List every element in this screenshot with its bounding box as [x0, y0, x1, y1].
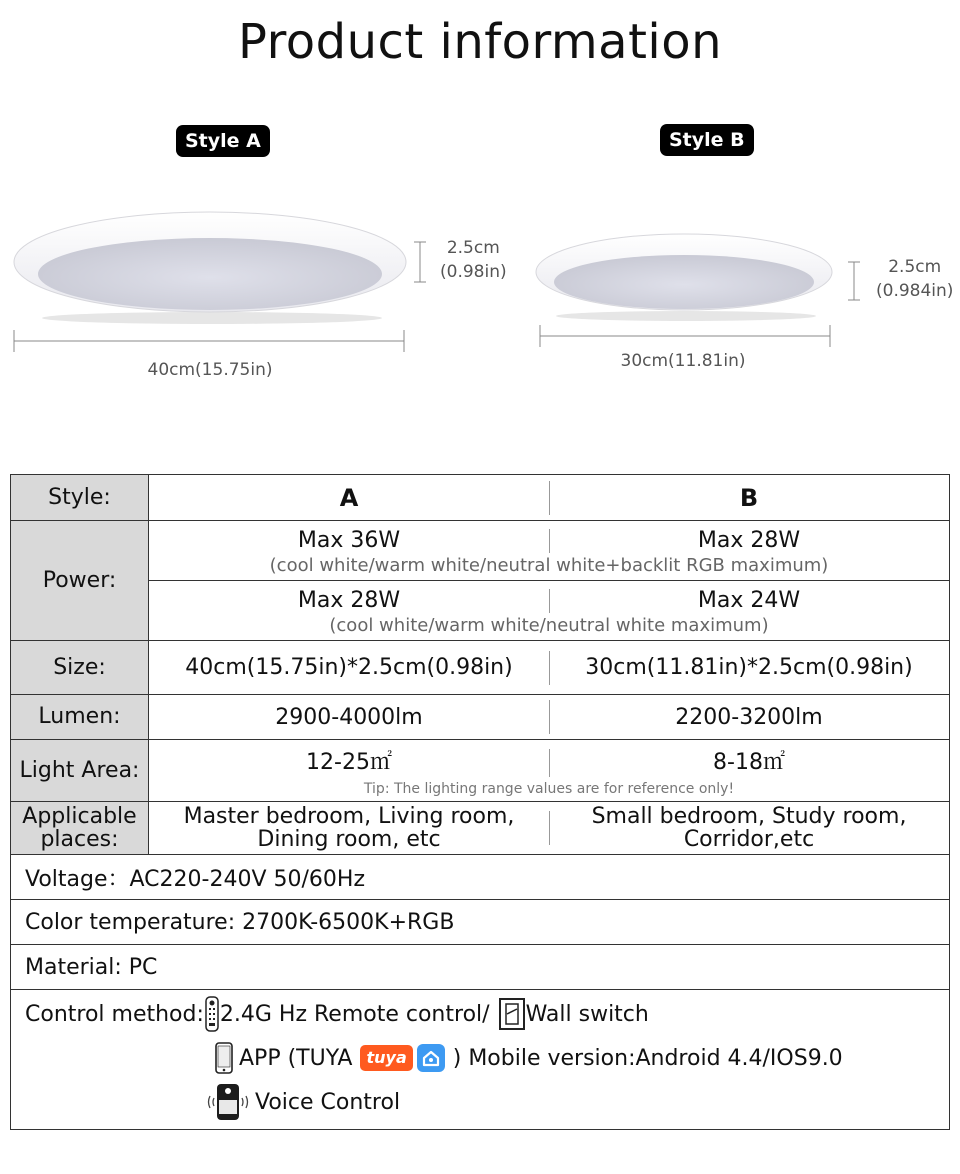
power-white-note: (cool white/warm white/neutral white maximum) [329, 614, 769, 636]
light-area-tip: Tip: The lighting range values are for reference only! [363, 780, 735, 797]
lamp-b-width-bracket [538, 323, 832, 349]
light-area-row-label: Light Area: [11, 740, 149, 802]
remote-icon [204, 996, 220, 1032]
style-a-value: A [339, 483, 359, 512]
spec-table [10, 474, 950, 1130]
lumen-b: 2200-3200lm [675, 704, 823, 730]
size-row-label: Size: [11, 641, 149, 695]
lamp-b-image [532, 228, 838, 324]
control-voice-text: Voice Control [255, 1089, 401, 1115]
material-text: Material: PC [11, 945, 950, 990]
lumen-row-label: Lumen: [11, 695, 149, 740]
power-rgb-note: (cool white/warm white/neutral white+backlit RGB maximum) [269, 554, 829, 576]
phone-icon [215, 1042, 233, 1074]
size-b: 30cm(11.81in)*2.5cm(0.98in) [585, 655, 913, 680]
light-area-b: 8-18㎡ [713, 749, 785, 775]
lamp-a-height-label: 2.5cm (0.98in) [440, 238, 507, 282]
power-row-label: Power: [11, 521, 149, 641]
row-power-white [11, 581, 950, 641]
tuya-logo-icon: tuya [360, 1045, 412, 1071]
smart-life-icon [417, 1044, 445, 1072]
places-row-label: Applicable places: [11, 802, 149, 855]
lamp-b-height-label: 2.5cm (0.984in) [876, 257, 954, 301]
row-style [11, 475, 950, 521]
style-b-badge: Style B [660, 124, 754, 156]
color-temperature-text: Color temperature: 2700K-6500K+RGB [11, 900, 950, 945]
lamp-b-height-bracket [846, 260, 862, 302]
row-control-method [11, 990, 950, 1130]
style-b-value: B [739, 483, 759, 512]
wall-switch-icon [498, 997, 526, 1031]
power-rgb-b: Max 28W [697, 527, 801, 553]
lamp-a-width-bracket [12, 328, 406, 354]
voltage-text: Voltage：AC220-240V 50/60Hz [11, 855, 950, 900]
lumen-a: 2900-4000lm [275, 704, 423, 730]
size-a: 40cm(15.75in)*2.5cm(0.98in) [185, 655, 513, 680]
smart-speaker-icon [205, 1082, 251, 1122]
page-title: Product information [237, 14, 723, 70]
control-wall-switch-text: Wall switch [525, 1001, 649, 1027]
row-voltage [11, 855, 950, 900]
places-a: Master bedroom, Living room, Dining room, etc [183, 804, 515, 852]
style-a-badge: Style A [176, 125, 270, 157]
places-b: Small bedroom, Study room, Corridor,etc [591, 804, 907, 852]
power-white-b: Max 24W [697, 587, 801, 613]
row-applicable-places [11, 802, 950, 855]
row-color-temperature [11, 900, 950, 945]
control-method-label: Control method: [25, 1001, 204, 1027]
row-size [11, 641, 950, 695]
row-power-rgb [11, 521, 950, 581]
style-row-label: Style: [11, 475, 149, 521]
power-white-a: Max 28W [297, 587, 401, 613]
control-app-prefix: APP (TUYA [239, 1045, 353, 1071]
power-rgb-a: Max 36W [297, 527, 401, 553]
row-lumen [11, 695, 950, 740]
lamp-a-height-bracket [412, 240, 428, 284]
control-app-suffix: ) Mobile version:Android 4.4/IOS9.0 [452, 1045, 843, 1071]
lamp-b-width-label: 30cm(11.81in) [620, 351, 746, 371]
row-material [11, 945, 950, 990]
control-remote-text: 2.4G Hz Remote control/ [219, 1001, 490, 1027]
lamp-a-width-label: 40cm(15.75in) [147, 360, 273, 380]
light-area-a: 12-25㎡ [306, 749, 392, 775]
lamp-a-image [6, 200, 416, 330]
row-light-area [11, 740, 950, 802]
